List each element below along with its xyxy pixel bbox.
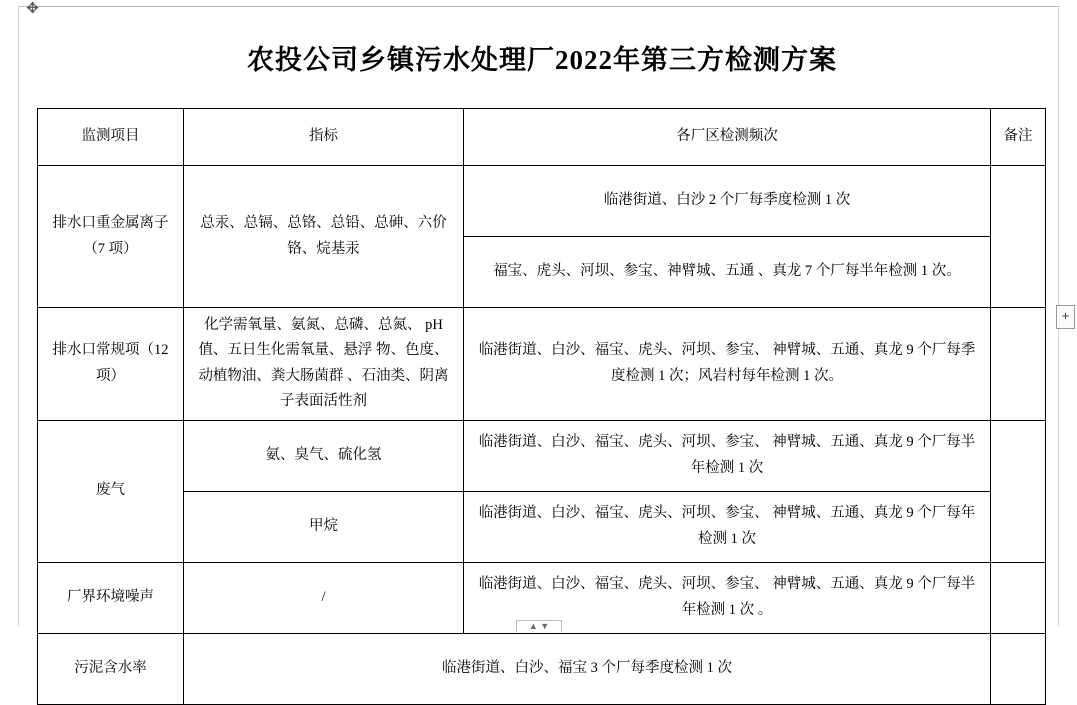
cell-item-noise: 厂界环境噪声 <box>38 562 184 633</box>
page-title: 农投公司乡镇污水处理厂2022年第三方检测方案 <box>247 45 837 75</box>
column-header-item: 监测项目 <box>38 109 184 166</box>
cell-item-routine: 排水口常规项（12 项） <box>38 308 184 421</box>
table-row <box>38 562 1046 633</box>
cell-item-heavy-metals: 排水口重金属离子（7 项） <box>38 166 184 308</box>
cell-frequency-waste-gas-2: 临港街道、白沙、福宝、虎头、河坝、参宝、 神臂城、五通、真龙 9 个厂每年检测 1 次 <box>464 491 991 562</box>
cell-remark-waste-gas <box>991 420 1046 562</box>
cell-indicator-heavy-metals: 总汞、总镉、总铬、总铅、总砷、六价铬、烷基汞 <box>184 166 464 308</box>
detection-plan-table <box>37 108 1046 705</box>
cell-item-waste-gas: 废气 <box>38 420 184 562</box>
column-header-remark: 备注 <box>991 109 1046 166</box>
cell-frequency-routine: 临港街道、白沙、福宝、虎头、河坝、参宝、 神臂城、五通、真龙 9 个厂每季度检测 1 次；风岩村每年检测 1 次。 <box>464 308 991 421</box>
table-row <box>38 308 1046 421</box>
cell-remark-routine <box>991 308 1046 421</box>
table-row <box>38 491 1046 562</box>
cell-frequency-sludge: 临港街道、白沙、福宝 3 个厂每季度检测 1 次 <box>184 633 991 704</box>
move-handle-icon[interactable]: ✥ <box>26 1 39 17</box>
page-top-rule <box>18 6 1060 7</box>
cell-frequency-heavy-metals-2: 福宝、虎头、河坝、参宝、神臂城、五通 、真龙 7 个厂每半年检测 1 次。 <box>464 237 991 308</box>
cell-indicator-waste-gas-2: 甲烷 <box>184 491 464 562</box>
column-header-indicator: 指标 <box>184 109 464 166</box>
cell-item-sludge: 污泥含水率 <box>38 633 184 704</box>
cell-frequency-heavy-metals-1: 临港街道、白沙 2 个厂每季度检测 1 次 <box>464 166 991 237</box>
table-row <box>38 633 1046 704</box>
expand-panel-button[interactable]: + <box>1056 305 1075 329</box>
table-row <box>38 420 1046 491</box>
cell-remark-noise <box>991 562 1046 633</box>
cell-indicator-waste-gas-1: 氨、臭气、硫化氢 <box>184 420 464 491</box>
cell-indicator-noise: / <box>184 562 464 633</box>
page-nav-nub[interactable]: ▲ ▼ <box>516 620 562 632</box>
table-row <box>38 166 1046 237</box>
cell-frequency-noise: 临港街道、白沙、福宝、虎头、河坝、参宝、 神臂城、五通、真龙 9 个厂每半年检测 1 次 。 <box>464 562 991 633</box>
cell-remark-sludge <box>991 633 1046 704</box>
page-left-margin-rule <box>18 6 19 626</box>
cell-remark-heavy-metals <box>991 166 1046 308</box>
cell-frequency-waste-gas-1: 临港街道、白沙、福宝、虎头、河坝、参宝、 神臂城、五通、真龙 9 个厂每半年检测 1 次 <box>464 420 991 491</box>
table-header-row <box>38 109 1046 166</box>
column-header-frequency: 各厂区检测频次 <box>464 109 991 166</box>
cell-indicator-routine: 化学需氧量、氨氮、总磷、总氮、 pH 值、五日生化需氧量、悬浮 物、色度、动植物油、粪大肠菌群 、石油类、阴离子表面活性剂 <box>184 308 464 421</box>
